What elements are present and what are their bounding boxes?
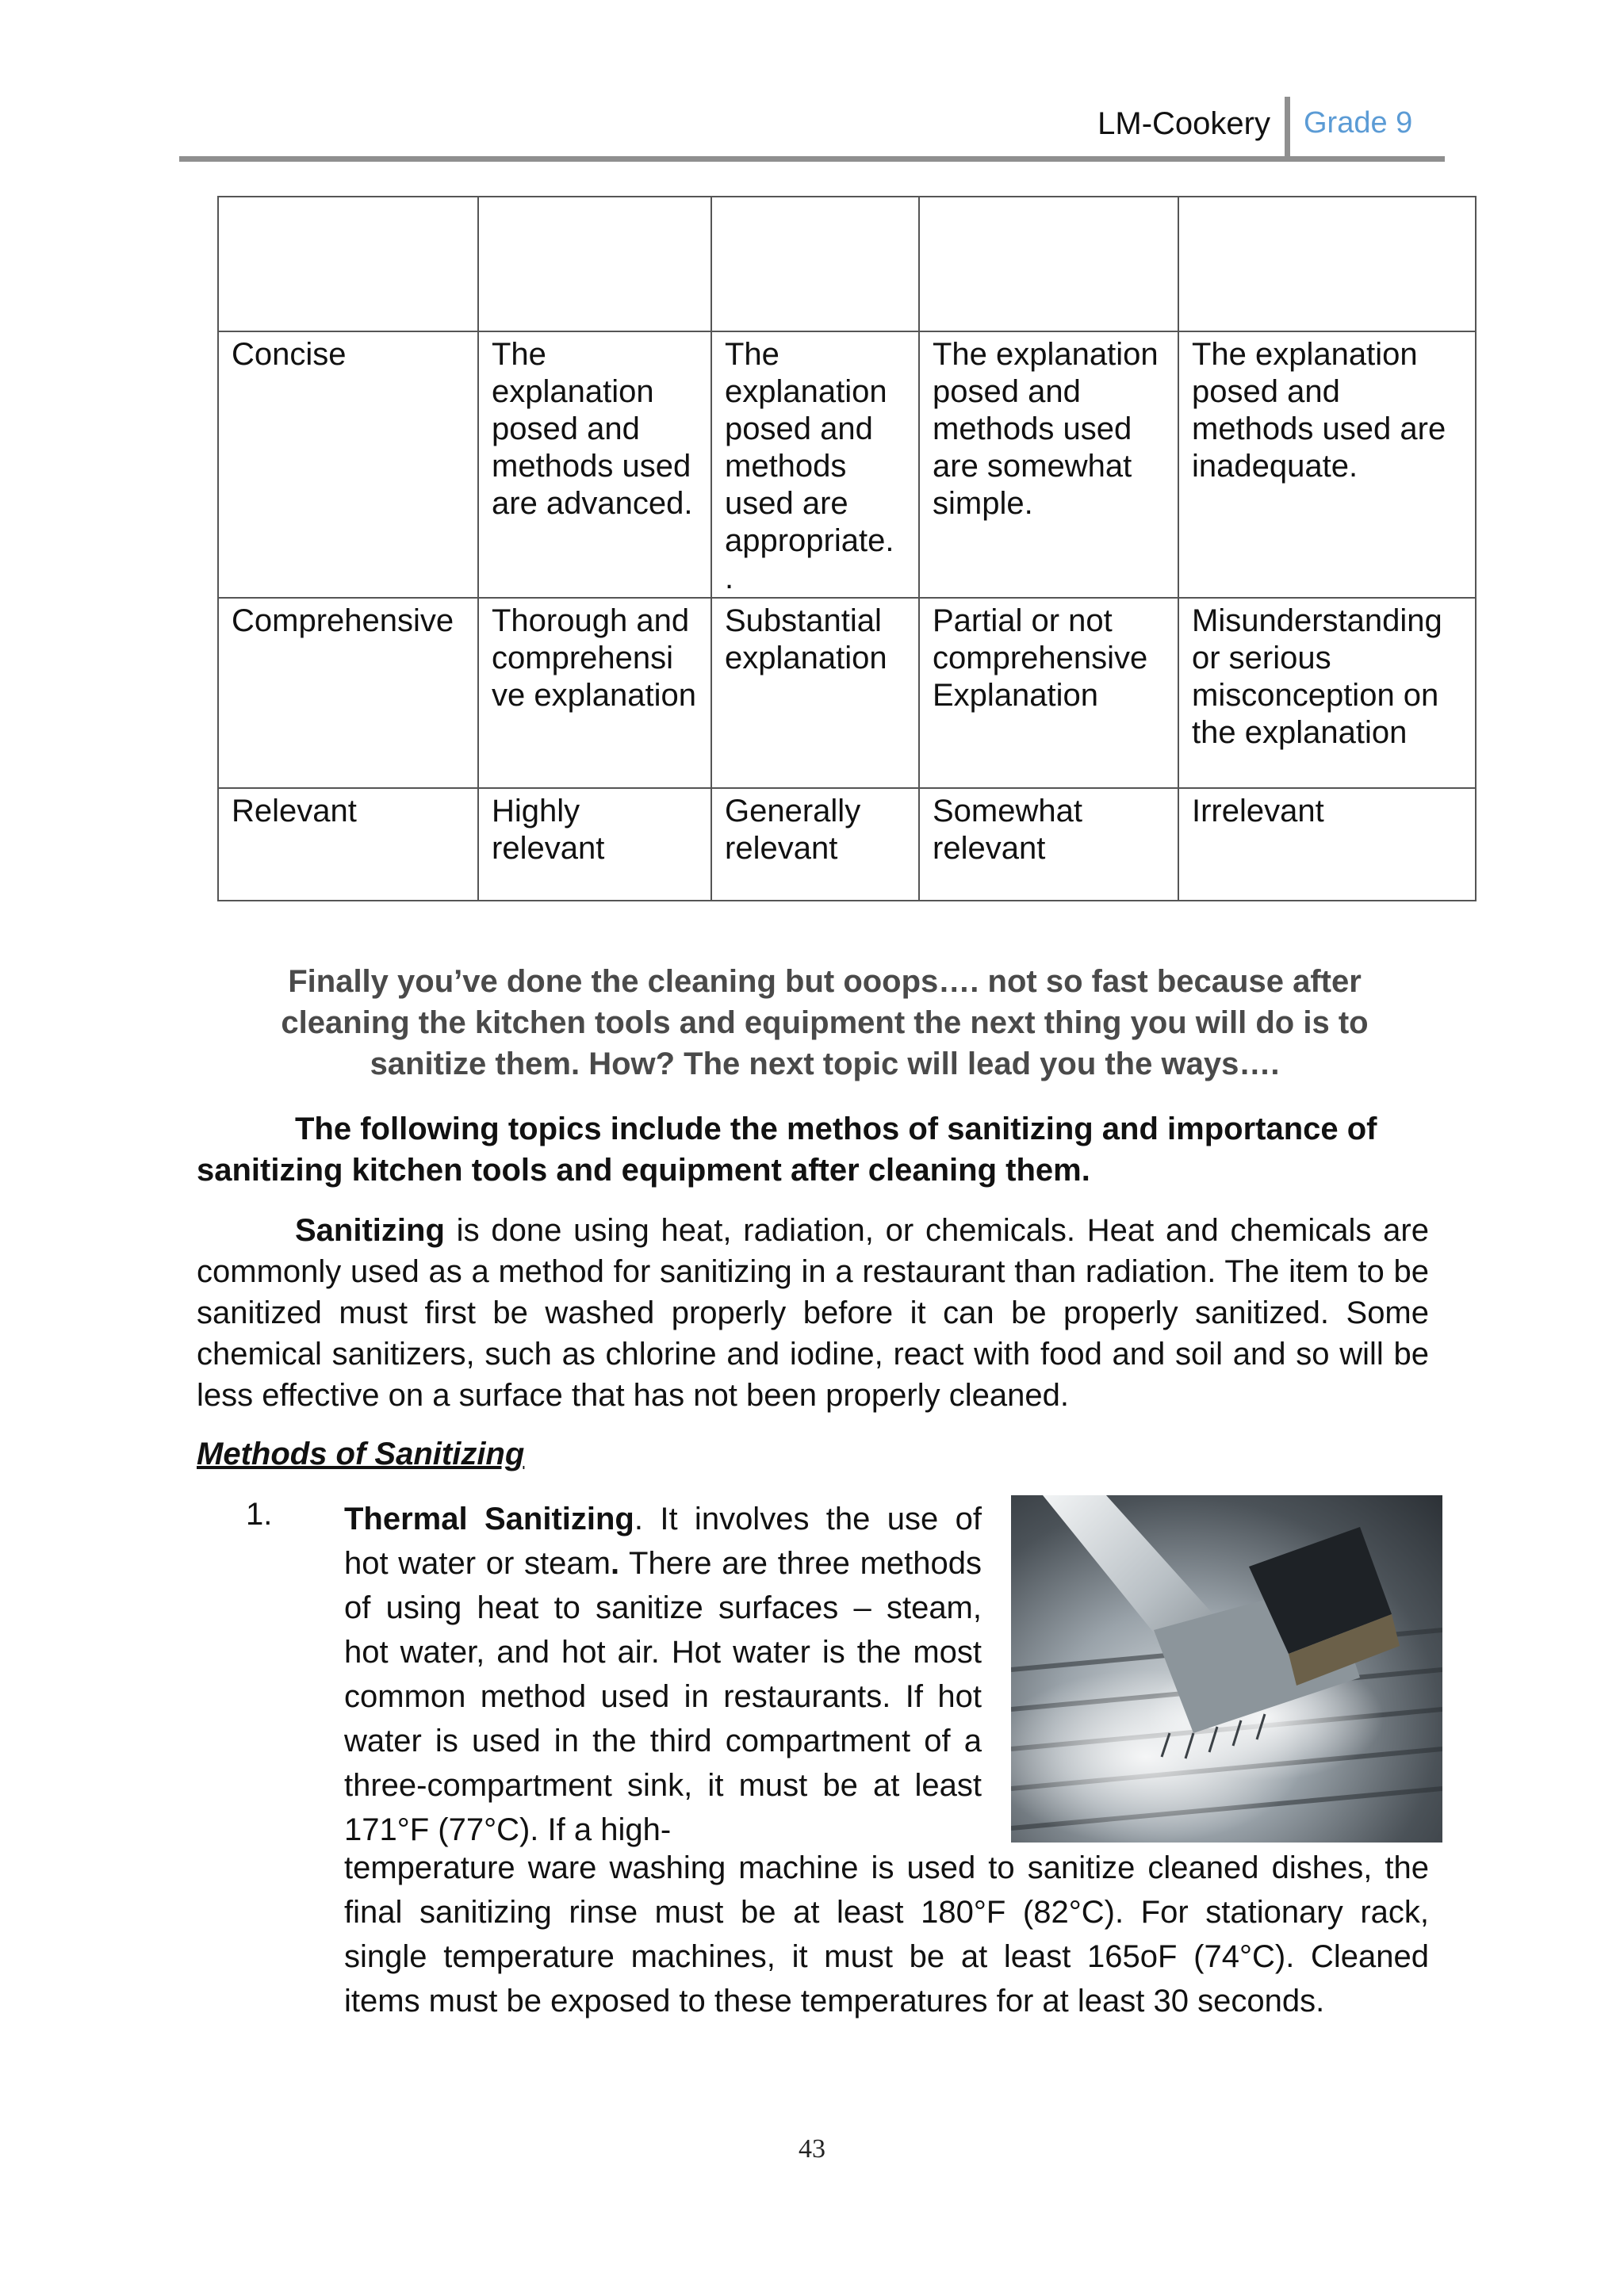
table-cell: Thorough and comprehensi ve explanation — [478, 598, 711, 788]
table-cell: Partial or not comprehensive Explanation — [919, 598, 1178, 788]
table-cell: The explanation posed and methods used are advanced. — [478, 331, 711, 598]
table-cell — [1178, 197, 1476, 331]
table-cell — [218, 197, 478, 331]
header-rule — [179, 156, 1445, 162]
header-title: LM-Cookery — [1097, 106, 1270, 141]
thermal-paragraph-top — [344, 1497, 982, 1852]
table-cell: Generally relevant — [711, 788, 919, 901]
table-cell — [711, 197, 919, 331]
thermal-term: Thermal Sanitizing — [344, 1502, 634, 1536]
sanitizing-paragraph — [197, 1210, 1429, 1416]
grill-brush-illustration — [1011, 1495, 1442, 1843]
table-row-relevant — [218, 788, 1476, 901]
table-cell — [919, 197, 1178, 331]
table-cell: Misunderstanding or serious misconception on the explanation — [1178, 598, 1476, 788]
transition-note: Finally you’ve done the cleaning but ooops…. not so fast because after cleaning the kitchen tools and equipment the next thing you will do is to sanitize them. How? The next topic will lead you the ways…. — [281, 964, 1369, 1081]
table-row-concise — [218, 331, 1476, 598]
methods-heading: Methods of Sanitizing — [197, 1437, 525, 1471]
rubric-table — [217, 196, 1477, 901]
table-row-empty — [218, 197, 1476, 331]
intro-paragraph: The following topics include the methos of sanitizing and importance of sanitizing kitchen tools and equipment after cleaning them. — [197, 1112, 1377, 1188]
table-cell: The explanation posed and methods used are appropriate. . — [711, 331, 919, 598]
grill-brush-steam-image — [1011, 1495, 1442, 1843]
page-header — [179, 94, 1445, 162]
list-number: 1. — [246, 1497, 273, 1532]
thermal-bold-dot: . — [610, 1546, 620, 1581]
header-grade: Grade 9 — [1304, 106, 1413, 140]
sanitizing-term: Sanitizing — [295, 1213, 445, 1248]
table-cell: Irrelevant — [1178, 788, 1476, 901]
table-cell: Highly relevant — [478, 788, 711, 901]
table-cell: Concise — [218, 331, 478, 598]
thermal-lead: . It involves the use of hot water or steam — [344, 1502, 982, 1581]
table-cell: Relevant — [218, 788, 478, 901]
thermal-paragraph-bottom: temperature ware washing machine is used to sanitize cleaned dishes, the final sanitizing rinse must be at least 180°F (82°C). For stationary rack, single temperature machines, it must be at least 165oF (74°C). Cleaned items must be exposed to these temperatures for at least 30 seconds. — [344, 1850, 1429, 2019]
header-divider — [1285, 97, 1290, 162]
thermal-text-top: There are three methods of using heat to sanitize surfaces – steam, hot water, and hot air. Hot water is the most common method used in restaurants. If hot water is used in the third compartment of a three-compartment sink, it must be at least 171°F (77°C). If a high- — [344, 1546, 982, 1847]
table-cell: Somewhat relevant — [919, 788, 1178, 901]
table-cell: The explanation posed and methods used are inadequate. — [1178, 331, 1476, 598]
table-cell: Comprehensive — [218, 598, 478, 788]
table-cell — [478, 197, 711, 331]
table-cell: The explanation posed and methods used are somewhat simple. — [919, 331, 1178, 598]
page-number: 43 — [799, 2134, 825, 2164]
table-row-comprehensive — [218, 598, 1476, 788]
table-cell: Substantial explanation — [711, 598, 919, 788]
sanitizing-text: is done using heat, radiation, or chemicals. Heat and chemicals are commonly used as a method for sanitizing in a restaurant than radiation. The item to be sanitized must first be washed properly before it can be properly sanitized. Some chemical sanitizers, such as chlorine and iodine, react with food and soil and so will be less effective on a surface that has not been properly cleaned. — [197, 1213, 1429, 1413]
